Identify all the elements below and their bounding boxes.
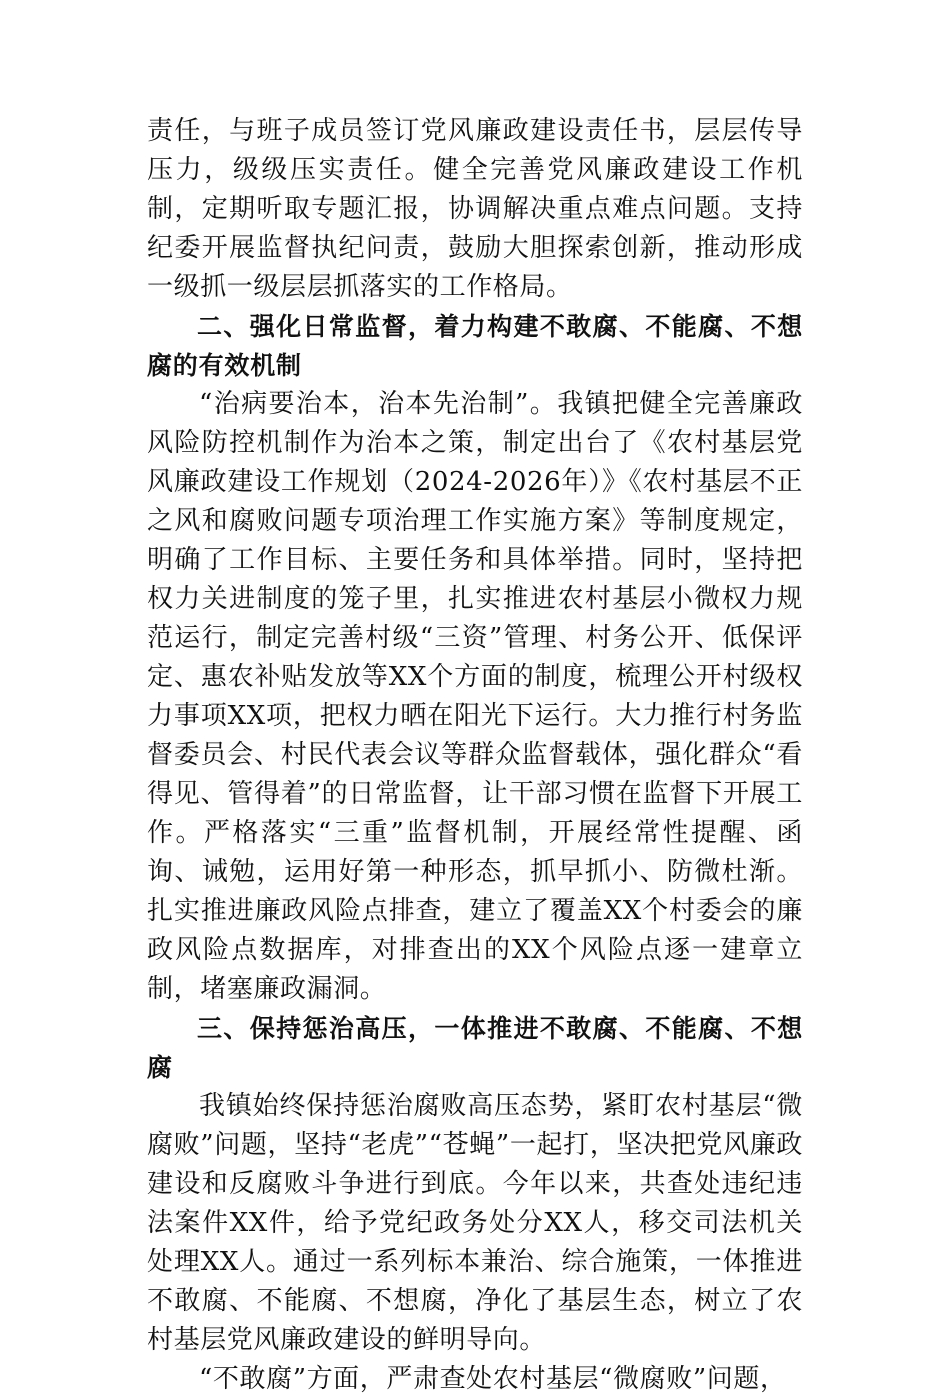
body-paragraph: 责任，与班子成员签订党风廉政建设责任书，层层传导压力，级级压实责任。健全完善党风廉政建设工作机制，定期听取专题汇报，协调解决重点难点问题。支持纪委开展监督执纪问责，鼓励大胆探索创新，推动形成一级抓一级层层抓落实的工作格局。 — [147, 116, 803, 302]
body-paragraph: “治病要治本，治本先治制”。我镇把健全完善廉政风险防控机制作为治本之策，制定出台了《农村基层党风廉政建设工作规划（2024-2026年）》《农村基层不正之风和腐败问题专项治理工作实施方案》等制度规定，明确了工作目标、主要任务和具体举措。同时，坚持把权力关进制度的笼子里，扎实推进农村基层小微权力规范运行，制定完善村级“三资”管理、村务公开、低保评定、惠农补贴发放等XX个方面的制度，梳理公开村级权力事项XX项，把权力晒在阳光下运行。大力推行村务监督委员会、村民代表会议等群众监督载体，强化群众“看得见、管得着”的日常监督，让干部习惯在监督下开展工作。严格落实“三重”监督机制，开展经常性提醒、函询、诫勉，运用好第一种形态，抓早抓小、防微杜渐。扎实推进廉政风险点排查，建立了覆盖XX个村委会的廉政风险点数据库，对排查出的XX个风险点逐一建章立制，堵塞廉政漏洞。 — [147, 389, 803, 1004]
section-heading: 三、保持惩治高压，一体推进不敢腐、不能腐、不想腐 — [147, 1014, 803, 1082]
section-heading: 二、强化日常监督，着力构建不敢腐、不能腐、不想腐的有效机制 — [147, 312, 803, 380]
body-paragraph: “不敢腐”方面，严肃查处农村基层“微腐败”问题， — [199, 1364, 787, 1394]
body-paragraph: 我镇始终保持惩治腐败高压态势，紧盯农村基层“微腐败”问题，坚持“老虎”“苍蝇”一起打，坚决把党风廉政建设和反腐败斗争进行到底。今年以来，共查处违纪违法案件XX件，给予党纪政务处分XX人，移交司法机关处理XX人。通过一系列标本兼治、综合施策，一体推进不敢腐、不能腐、不想腐，净化了基层生态，树立了农村基层党风廉政建设的鲜明导向。 — [147, 1091, 803, 1355]
document-page — [147, 112, 803, 1399]
